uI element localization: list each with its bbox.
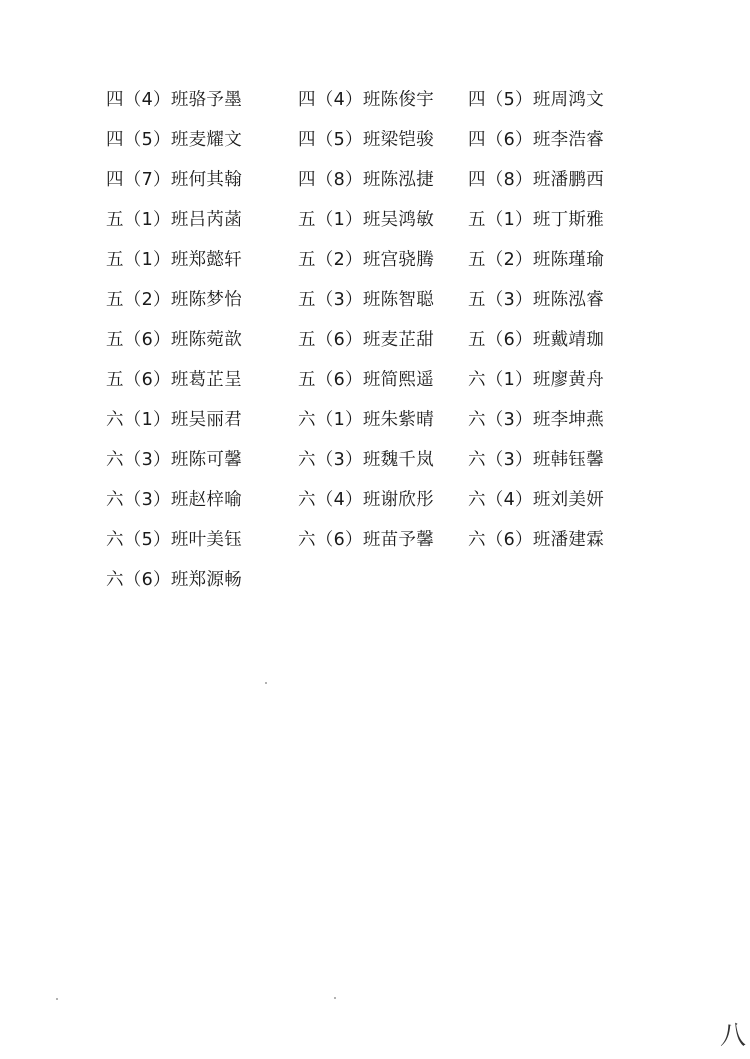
name-entry: 五（1）班丁斯雅 xyxy=(468,210,605,230)
name-row xyxy=(0,326,750,366)
name-row xyxy=(0,486,750,526)
name-entry: 四（8）班陈泓捷 xyxy=(298,170,435,190)
name-entry: 五（6）班麦芷甜 xyxy=(298,330,435,350)
name-entry: 四（5）班麦耀文 xyxy=(106,130,243,150)
name-entry: 六（3）班韩钰馨 xyxy=(468,450,605,470)
name-entry: 四（8）班潘鹏西 xyxy=(468,170,605,190)
name-entry: 六（1）班廖黄舟 xyxy=(468,370,605,390)
name-entry: 六（5）班叶美钰 xyxy=(106,530,243,550)
name-entry: 五（6）班戴靖珈 xyxy=(468,330,605,350)
name-entry: 六（6）班苗予馨 xyxy=(298,530,435,550)
scan-speck xyxy=(56,998,58,1000)
name-entry: 五（2）班陈梦怡 xyxy=(106,290,243,310)
scan-speck xyxy=(265,682,267,684)
name-entry: 六（3）班李坤燕 xyxy=(468,410,605,430)
name-entry: 四（5）班梁铠骏 xyxy=(298,130,435,150)
name-list xyxy=(0,86,750,606)
name-entry: 四（4）班骆予墨 xyxy=(106,90,243,110)
name-entry: 六（1）班吴丽君 xyxy=(106,410,243,430)
name-entry: 六（4）班刘美妍 xyxy=(468,490,605,510)
name-entry: 六（3）班魏千岚 xyxy=(298,450,435,470)
name-entry: 六（1）班朱紫晴 xyxy=(298,410,435,430)
name-entry: 五（2）班陈瑾瑜 xyxy=(468,250,605,270)
name-entry: 五（2）班宫骁腾 xyxy=(298,250,435,270)
name-row xyxy=(0,406,750,446)
name-row xyxy=(0,526,750,566)
name-row xyxy=(0,566,750,606)
name-row xyxy=(0,166,750,206)
name-entry: 六（4）班谢欣彤 xyxy=(298,490,435,510)
name-entry: 五（6）班简熙遥 xyxy=(298,370,435,390)
name-entry: 四（7）班何其翰 xyxy=(106,170,243,190)
name-entry: 五（3）班陈泓睿 xyxy=(468,290,605,310)
name-entry: 四（4）班陈俊宇 xyxy=(298,90,435,110)
name-row xyxy=(0,446,750,486)
name-entry: 六（3）班赵梓喻 xyxy=(106,490,243,510)
name-row xyxy=(0,246,750,286)
name-row xyxy=(0,126,750,166)
scan-speck xyxy=(334,997,336,999)
name-entry: 六（6）班郑源畅 xyxy=(106,570,243,590)
name-entry: 六（3）班陈可馨 xyxy=(106,450,243,470)
name-entry: 六（6）班潘建霖 xyxy=(468,530,605,550)
name-entry: 五（6）班陈菀歆 xyxy=(106,330,243,350)
name-entry: 五（6）班葛芷呈 xyxy=(106,370,243,390)
name-row xyxy=(0,286,750,326)
name-entry: 五（3）班陈智聪 xyxy=(298,290,435,310)
name-entry: 四（6）班李浩睿 xyxy=(468,130,605,150)
name-entry: 五（1）班吴鸿敏 xyxy=(298,210,435,230)
name-row xyxy=(0,206,750,246)
page-number-mark: 八 xyxy=(719,1021,746,1051)
name-entry: 五（1）班郑懿轩 xyxy=(106,250,243,270)
name-row xyxy=(0,366,750,406)
name-row xyxy=(0,86,750,126)
name-entry: 四（5）班周鸿文 xyxy=(468,90,605,110)
name-entry: 五（1）班吕芮菡 xyxy=(106,210,243,230)
